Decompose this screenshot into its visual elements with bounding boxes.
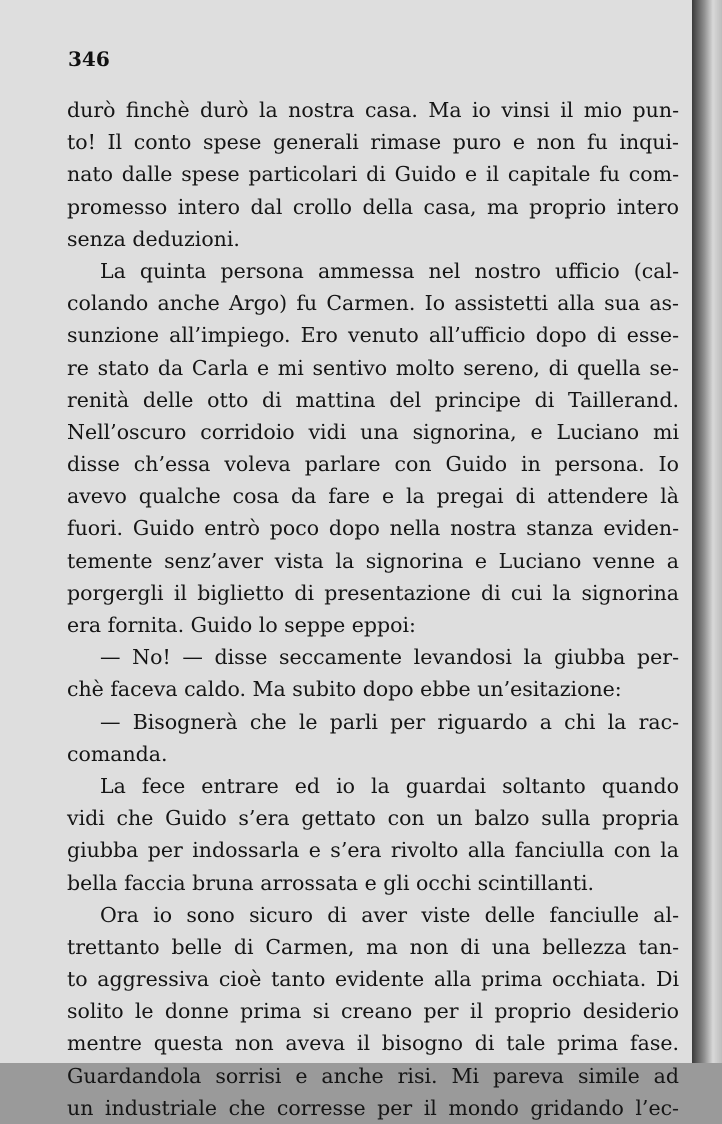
text-line: nato dalle spese particolari di Guido e il capitale fu com- — [67, 162, 679, 187]
text-line: re stato da Carla e mi sentivo molto sereno, di quella se- — [67, 355, 679, 380]
text-line: to! Il conto spese generali rimase puro e non fu inqui- — [67, 130, 679, 155]
text-line: vidi che Guido s’era gettato con un balzo sulla propria — [67, 806, 679, 831]
text-line: Ora io sono sicuro di aver viste delle fanciulle al- — [100, 902, 679, 927]
text-line: un industriale che corresse per il mondo gridando l’ec- — [67, 1095, 679, 1120]
text-line: to aggressiva cioè tanto evidente alla prima occhiata. Di — [67, 967, 679, 992]
text-line: avevo qualche cosa da fare e la pregai di attendere là — [67, 484, 679, 509]
text-line: sunzione all’impiego. Ero venuto all’ufficio dopo di esse- — [67, 323, 679, 348]
page-number: 346 — [68, 47, 110, 71]
text-line: renità delle otto di mattina del principe di Taillerand. — [67, 387, 679, 412]
page-body-text — [67, 94, 679, 1124]
text-line: Guardandola sorrisi e anche risi. Mi pareva simile ad — [67, 1063, 679, 1088]
text-line: chè faceva caldo. Ma subito dopo ebbe un’esitazione: — [67, 677, 622, 702]
text-line: trettanto belle di Carmen, ma non di una bellezza tan- — [67, 934, 679, 959]
text-line: mentre questa non aveva il bisogno di tale prima fase. — [67, 1031, 679, 1056]
text-line: fuori. Guido entrò poco dopo nella nostra stanza eviden- — [67, 516, 679, 541]
text-line: colando anche Argo) fu Carmen. Io assistetti alla sua as- — [67, 291, 679, 316]
text-line: senza deduzioni. — [67, 226, 240, 251]
text-line: comanda. — [67, 741, 168, 766]
text-line: solito le donne prima si creano per il proprio desiderio — [67, 999, 679, 1024]
text-line: giubba per indossarla e s’era rivolto alla fanciulla con la — [67, 838, 679, 863]
text-line: disse ch’essa voleva parlare con Guido in persona. Io — [67, 452, 679, 477]
text-line: temente senz’aver vista la signorina e Luciano venne a — [67, 548, 679, 573]
text-line: bella faccia bruna arrossata e gli occhi scintillanti. — [67, 870, 595, 895]
next-page-edge — [692, 0, 722, 1063]
text-line: La quinta persona ammessa nel nostro ufficio (cal- — [100, 258, 679, 283]
text-line: porgergli il biglietto di presentazione di cui la signorina — [67, 580, 679, 605]
text-line: — Bisognerà che le parli per riguardo a chi la rac- — [100, 709, 679, 734]
text-line: — No! — disse seccamente levandosi la giubba per- — [100, 645, 679, 670]
text-line: La fece entrare ed io la guardai soltanto quando — [100, 773, 679, 798]
text-line: durò finchè durò la nostra casa. Ma io vinsi il mio pun- — [67, 98, 679, 122]
text-line: Nell’oscuro corridoio vidi una signorina, e Luciano mi — [67, 419, 679, 444]
text-line: era fornita. Guido lo seppe eppoi: — [67, 613, 416, 637]
text-line: promesso intero dal crollo della casa, ma proprio intero — [67, 194, 679, 219]
